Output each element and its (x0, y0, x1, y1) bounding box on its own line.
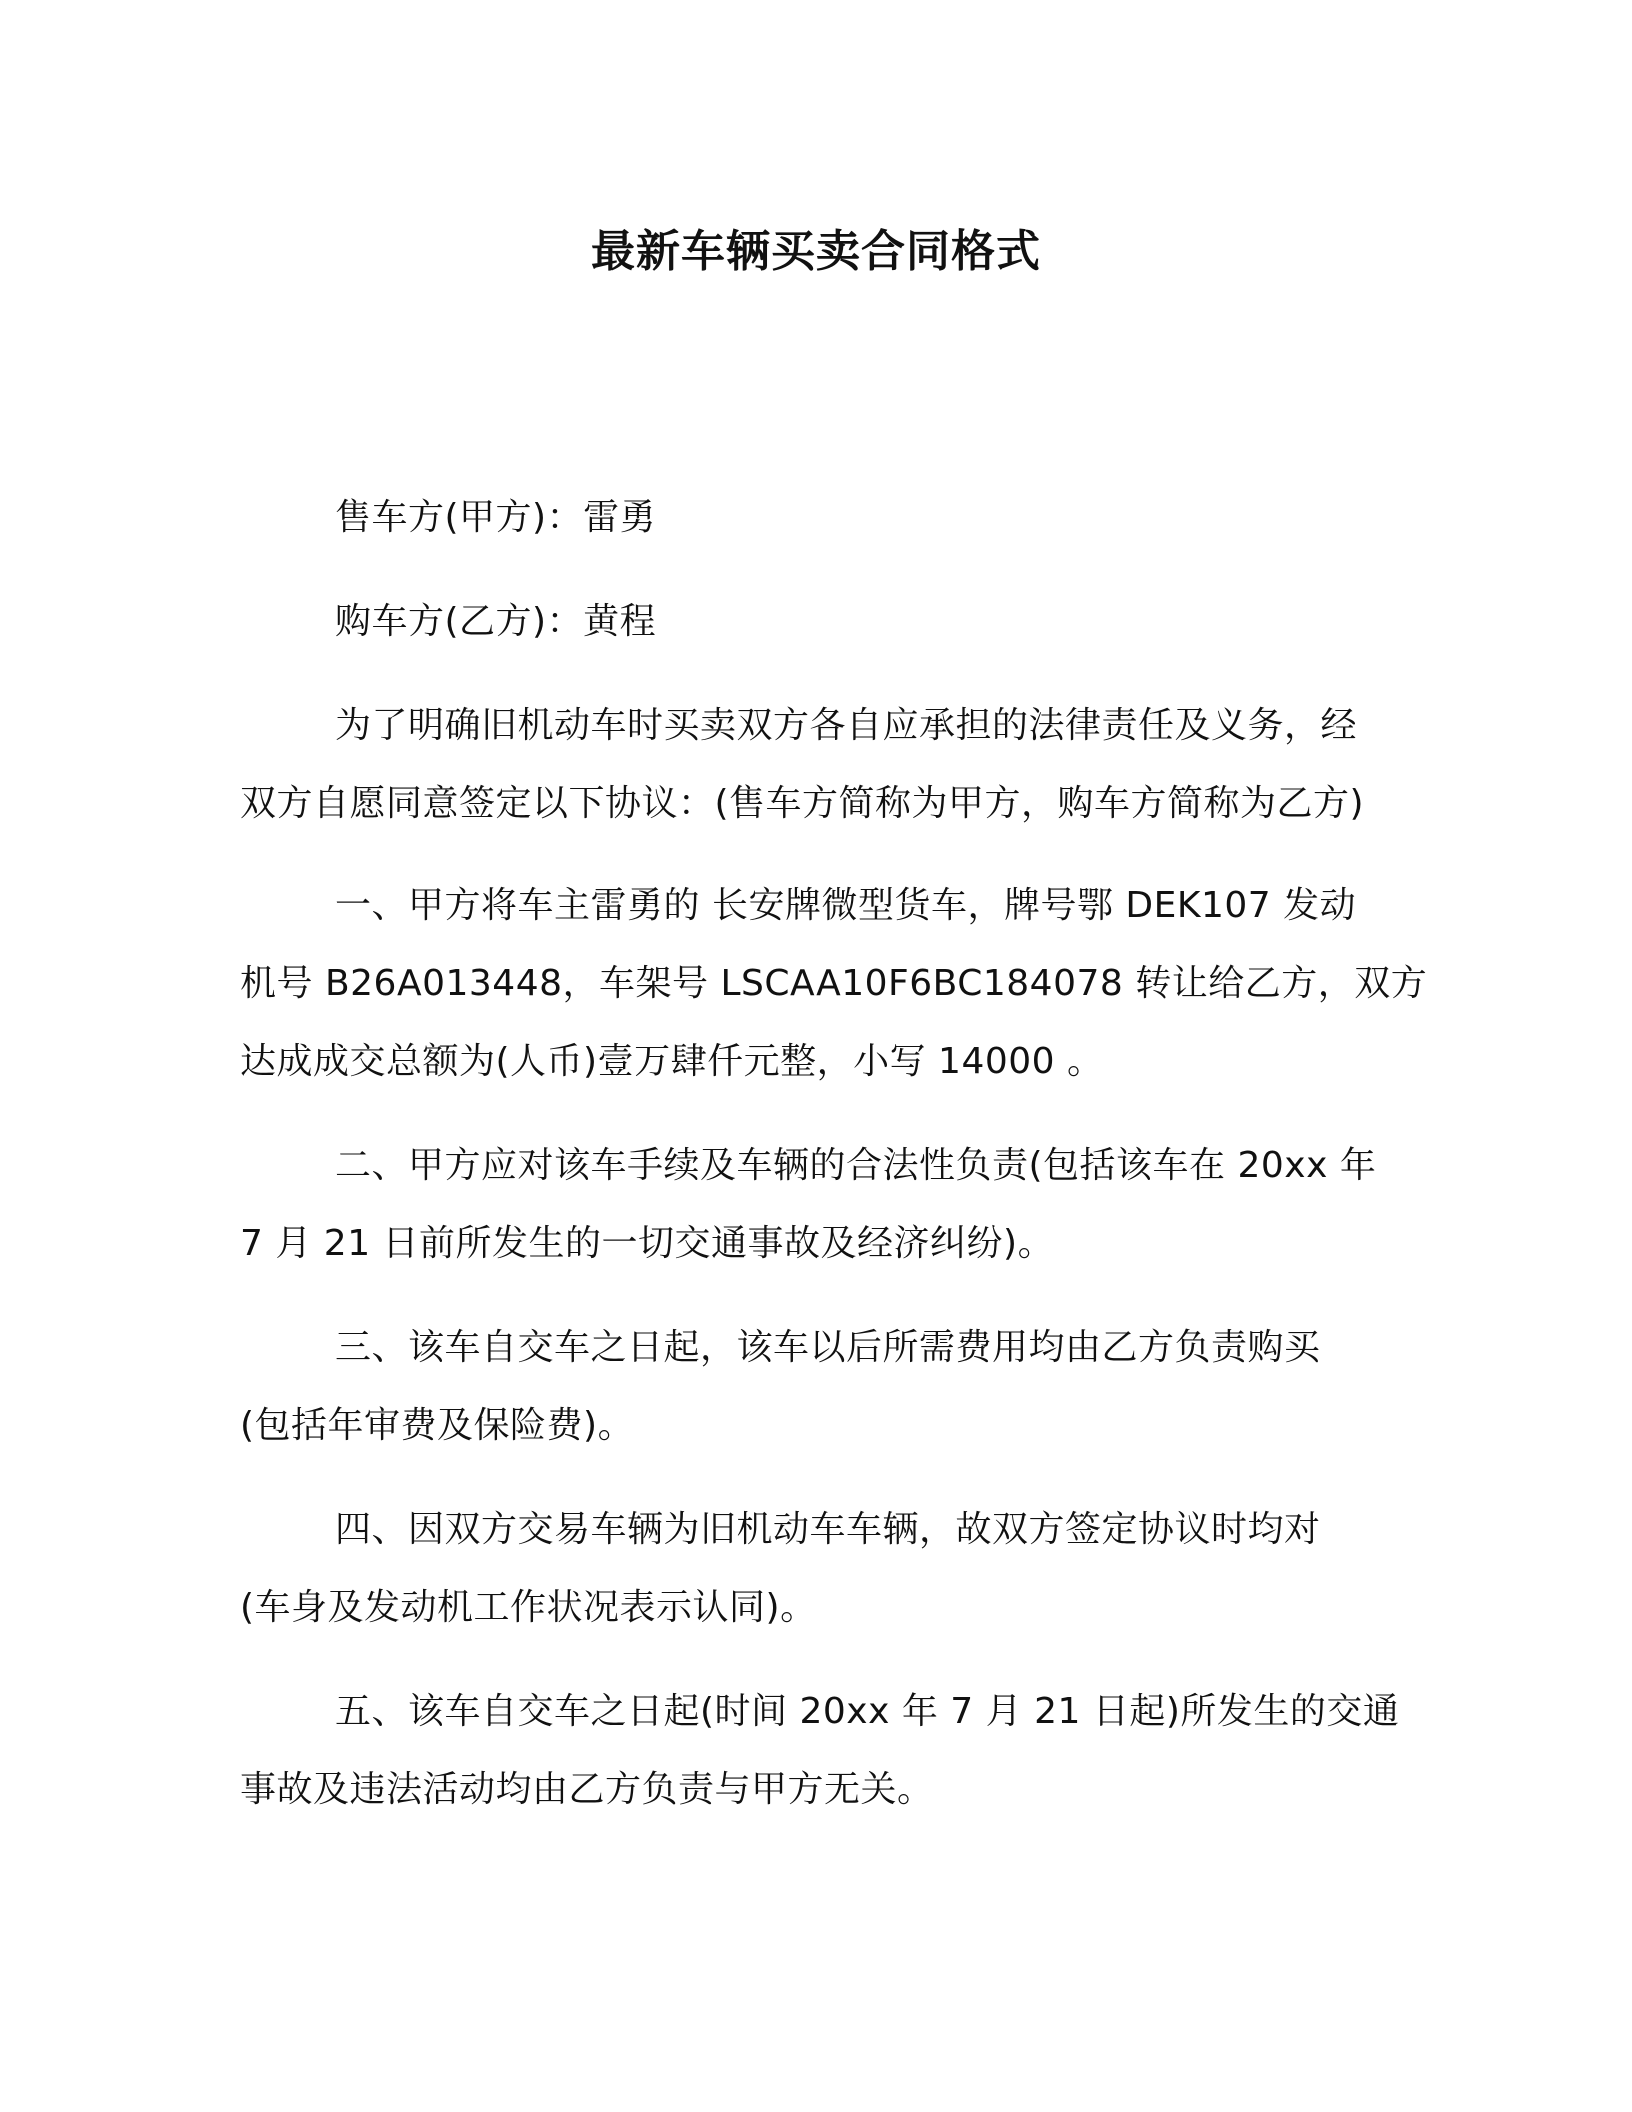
document-title: 最新车辆买卖合同格式 (591, 226, 1041, 277)
clause-2-line-1: 二、甲方应对该车手续及车辆的合法性负责(包括该车在 20xx 年 (335, 1145, 1377, 1186)
clause-1-line-3: 达成成交总额为(人币)壹万肆仟元整，小写 14000 。 (240, 1041, 1104, 1082)
clause-1-line-1: 一、甲方将车主雷勇的 长安牌微型货车，牌号鄂 DEK107 发动 (335, 885, 1357, 926)
clause-1-line-2: 机号 B26A013448，车架号 LSCAA10F6BC184078 转让给乙方，双方 (240, 963, 1428, 1004)
intro-line-2: 双方自愿同意签定以下协议：(售车方简称为甲方，购车方简称为乙方) (240, 783, 1365, 824)
clause-4-line-2: (车身及发动机工作状况表示认同)。 (240, 1587, 817, 1628)
clause-5-line-1: 五、该车自交车之日起(时间 20xx 年 7 月 21 日起)所发生的交通 (335, 1691, 1400, 1732)
clause-5-line-2: 事故及违法活动均由乙方负责与甲方无关。 (240, 1769, 934, 1810)
clause-2-line-2: 7 月 21 日前所发生的一切交通事故及经济纠纷)。 (240, 1223, 1055, 1264)
clause-3-line-2: (包括年审费及保险费)。 (240, 1405, 635, 1446)
clause-3-line-1: 三、该车自交车之日起，该车以后所需费用均由乙方负责购买 (335, 1327, 1321, 1368)
intro-line-1: 为了明确旧机动车时买卖双方各自应承担的法律责任及义务，经 (335, 705, 1358, 746)
clause-4-line-1: 四、因双方交易车辆为旧机动车车辆，故双方签定协议时均对 (335, 1509, 1321, 1550)
seller-line: 售车方(甲方)：雷勇 (335, 497, 657, 538)
buyer-line: 购车方(乙方)：黄程 (335, 601, 657, 642)
